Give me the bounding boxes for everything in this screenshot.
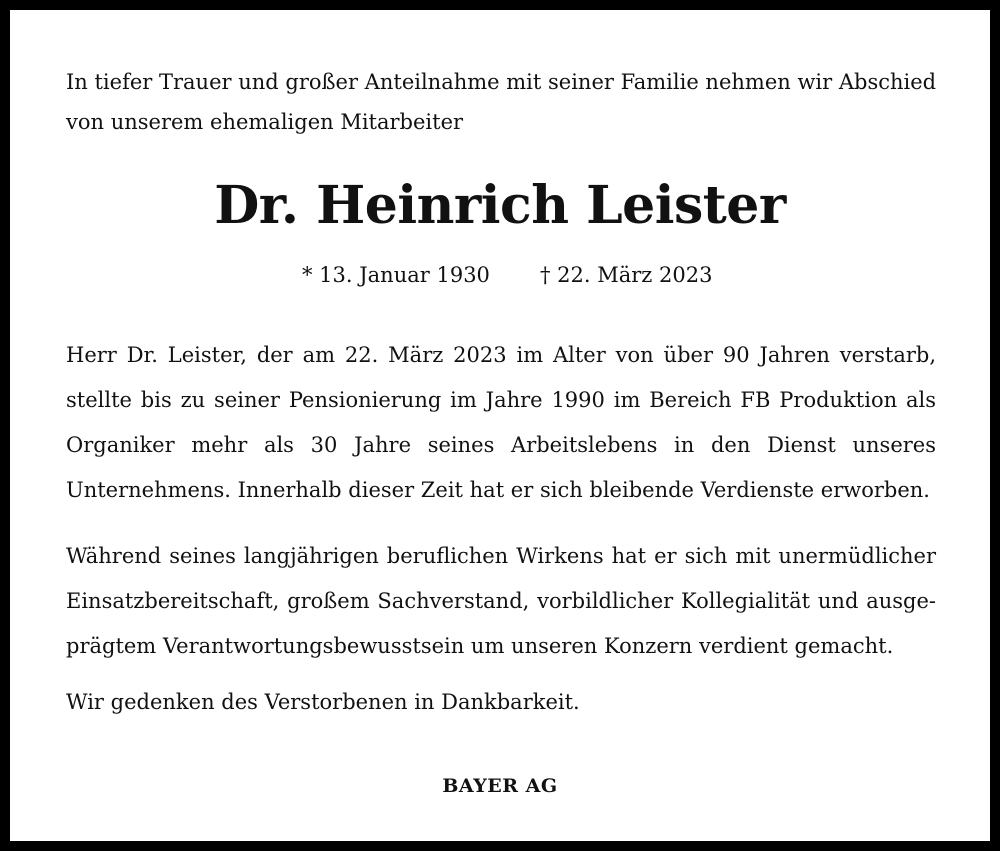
intro-line-1: In tiefer Trauer und großer Anteilnahme mit seiner Familie nehmen wir Abschied bbox=[66, 70, 937, 94]
body-paragraph-2: Während seines langjährigen beruflichen Wirkens hat er sich mit unermüdlicher Einsatzbereitschaft, großem Sachverstand, vorbildlicher Kollegialität und ausgeprägtem Verantwortungsbewusstsein um unseren Konzern verdient gemacht. bbox=[66, 544, 936, 658]
company-signature: BAYER AG bbox=[442, 775, 558, 797]
death-date: † 22. März 2023 bbox=[540, 263, 713, 287]
body-paragraph-3: Wir gedenken des Verstorbenen in Dankbarkeit. bbox=[66, 690, 580, 714]
deceased-name: Dr. Heinrich Leister bbox=[214, 175, 786, 236]
intro-text bbox=[66, 62, 936, 142]
intro-line-2: von unserem ehemaligen Mitarbeiter bbox=[66, 110, 464, 134]
birth-date: * 13. Januar 1930 bbox=[302, 263, 490, 287]
life-dates bbox=[10, 255, 990, 295]
body-paragraph-1: Herr Dr. Leister, der am 22. März 2023 im Alter von über 90 Jahren verstarb, stellte bis zu seiner Pensionierung im Jahre 1990 im Bereich FB Produktion als Organiker mehr als 30 Jahre seines Arbeitslebens in den Dienst unseres Unternehmens. Innerhalb dieser Zeit hat er sich bleibende Verdienste erworben. bbox=[66, 343, 936, 502]
